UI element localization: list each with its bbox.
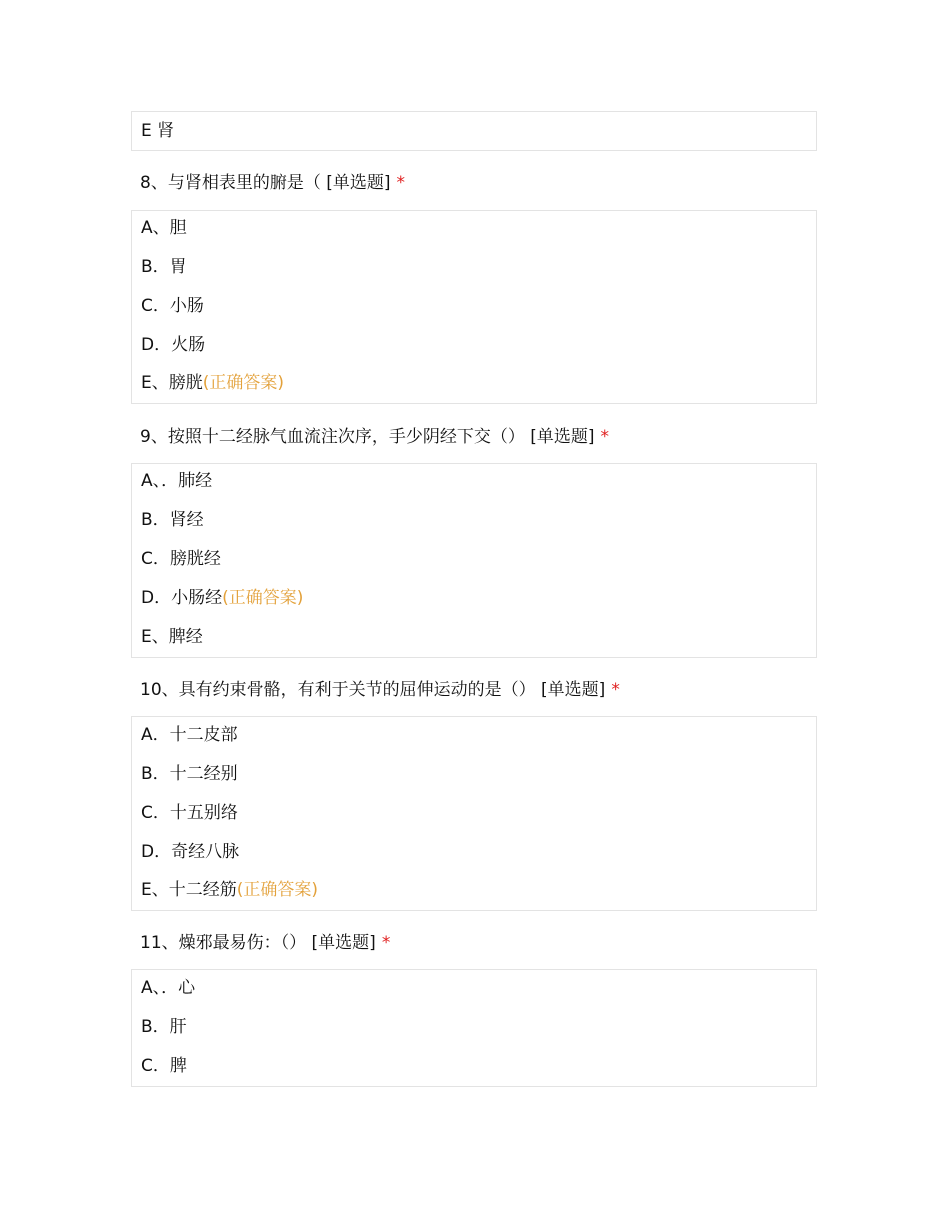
option-11-c[interactable] [141, 1056, 187, 1076]
required-marker: * [381, 933, 391, 953]
question-11-options [131, 969, 817, 1087]
option-prev-e[interactable] [141, 121, 174, 141]
option-label: E、膀胱 [141, 373, 203, 393]
prev-options-box [131, 111, 817, 151]
question-text: 9、按照十二经脉气血流注次序，手少阴经下交（） [单选题] [140, 427, 595, 447]
option-8-b[interactable] [141, 257, 187, 277]
option-8-d[interactable] [141, 335, 205, 355]
option-10-e[interactable] [141, 880, 318, 900]
option-label: A．十二皮部 [141, 725, 238, 745]
option-10-d[interactable] [141, 842, 239, 862]
question-8-title [140, 173, 405, 193]
option-9-b[interactable] [141, 510, 204, 530]
question-11-title [140, 933, 390, 953]
correct-answer-tag: (正确答案) [222, 588, 304, 608]
option-10-b[interactable] [141, 764, 238, 784]
option-label: B．十二经别 [141, 764, 238, 784]
option-label: A、．肺经 [141, 471, 213, 491]
question-10-options [131, 716, 817, 911]
question-8-options [131, 210, 817, 404]
option-label: D．奇经八脉 [141, 842, 240, 862]
option-9-a[interactable] [141, 471, 212, 491]
option-9-c[interactable] [141, 549, 221, 569]
correct-answer-tag: (正确答案) [202, 373, 285, 393]
option-label: D．小肠经 [141, 588, 223, 608]
option-label: B．肾经 [141, 510, 204, 530]
option-8-e[interactable] [141, 373, 284, 393]
option-10-a[interactable] [141, 725, 238, 745]
option-label: C．十五别络 [141, 803, 238, 823]
correct-answer-tag: (正确答案) [236, 880, 319, 900]
question-9-title [140, 427, 609, 447]
option-label: C．脾 [141, 1056, 187, 1076]
option-9-d[interactable] [141, 588, 303, 608]
option-label: B．胃 [141, 257, 187, 277]
option-label: E、脾经 [141, 627, 203, 647]
option-label: A、．心 [141, 978, 196, 998]
option-8-a[interactable] [141, 218, 187, 238]
option-label: D．火肠 [141, 335, 206, 355]
option-label: A、胆 [141, 218, 187, 238]
option-11-a[interactable] [141, 978, 195, 998]
option-label: E、十二经筋 [141, 880, 237, 900]
required-marker: * [600, 427, 609, 447]
option-10-c[interactable] [141, 803, 238, 823]
option-label: C．膀胱经 [141, 549, 221, 569]
option-9-e[interactable] [141, 627, 203, 647]
question-text: 11、燥邪最易伤：（） [单选题] [140, 933, 376, 953]
question-text: 10、具有约束骨骼，有利于关节的屈伸运动的是（） [单选题] [140, 680, 606, 700]
question-text: 8、与肾相表里的腑是（ [单选题] [140, 173, 391, 193]
question-9-options [131, 463, 817, 658]
option-label: C．小肠 [141, 296, 204, 316]
required-marker: * [611, 680, 620, 700]
option-8-c[interactable] [141, 296, 204, 316]
option-label: E 肾 [141, 121, 175, 141]
option-11-b[interactable] [141, 1017, 187, 1037]
question-10-title [140, 680, 620, 700]
option-label: B．肝 [141, 1017, 187, 1037]
required-marker: * [396, 173, 405, 193]
